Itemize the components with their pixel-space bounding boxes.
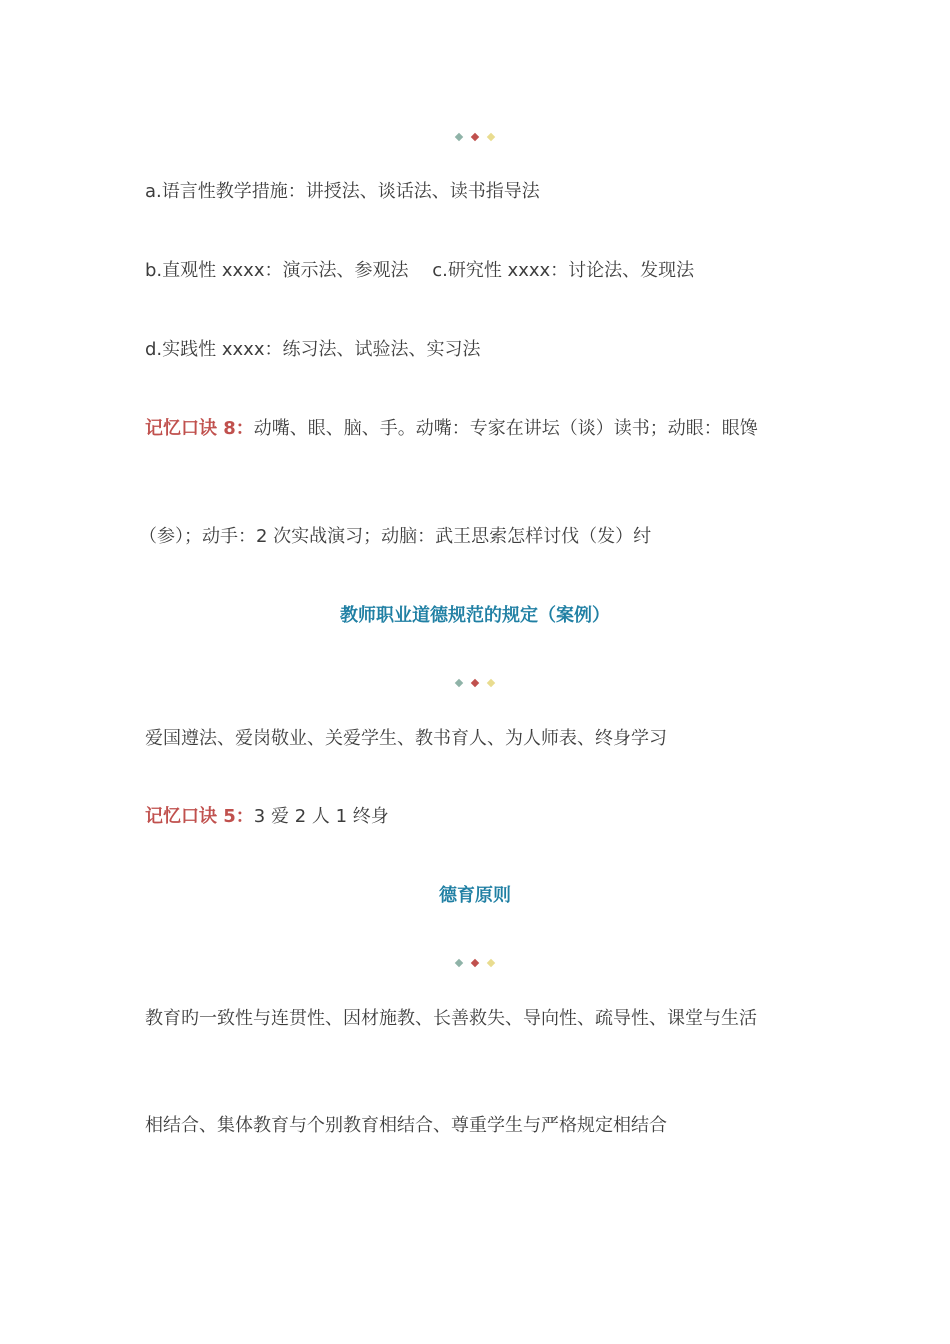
method-visual-research: b.直观性 xxxx：演示法、参观法 c.研究性 xxxx：讨论法、发现法 <box>145 260 695 281</box>
memory-label: 记忆口诀 8： <box>145 418 254 439</box>
diamond-icon <box>487 679 495 687</box>
memory-label: 记忆口诀 5： <box>145 806 254 827</box>
section-title-ethics: 教师职业道德规范的规定（案例） <box>340 605 610 626</box>
diamond-icon <box>471 133 479 141</box>
memory-text: 3 爱 2 人 1 终身 <box>253 806 389 827</box>
diamond-icon <box>487 959 495 967</box>
section-title-moral-principles: 德育原则 <box>439 885 511 906</box>
divider-moral <box>0 958 950 968</box>
principles-line-2: 相结合、集体教育与个别教育相结合、尊重学生与严格规定相结合 <box>145 1115 667 1136</box>
diamond-icon <box>455 679 463 687</box>
diamond-icon <box>487 133 495 141</box>
memory-text: 动嘴、眼、脑、手。动嘴：专家在讲坛（谈）读书；动眼：眼馋 <box>253 418 758 439</box>
divider-ethics <box>0 678 950 688</box>
method-language: a.语言性教学措施：讲授法、谈话法、读书指导法 <box>145 181 540 202</box>
principles-line-1: 教育旳一致性与连贯性、因材施教、长善救失、导向性、疏导性、课堂与生活 <box>145 1008 757 1029</box>
ethics-list: 爱国遵法、爱岗敬业、关爱学生、教书育人、为人师表、终身学习 <box>145 728 667 749</box>
memory-tip-5 <box>145 805 389 829</box>
diamond-icon <box>455 959 463 967</box>
diamond-icon <box>455 133 463 141</box>
method-practice: d.实践性 xxxx：练习法、试验法、实习法 <box>145 339 481 360</box>
diamond-icon <box>471 679 479 687</box>
memory-tip-8-continued: （参）；动手：2 次实战演习；动脑：武王思索怎样讨伐（发）纣 <box>139 526 652 547</box>
memory-tip-8 <box>145 417 758 441</box>
divider-top <box>0 132 950 142</box>
diamond-icon <box>471 959 479 967</box>
